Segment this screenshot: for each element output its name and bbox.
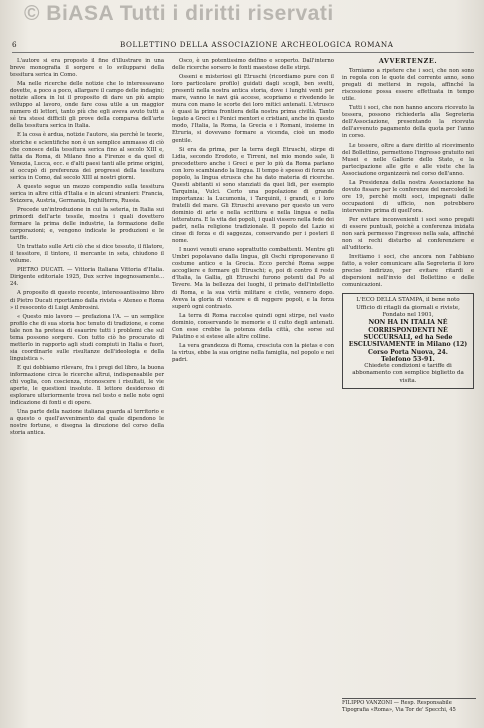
paragraph: Si era da prima, per la terra degli Etruschi, stirpe di Lidia, secondo Erodoto, e Tirreni, nel mio mondo sale, li precedettero anche i Greci e per lo più da Roma parlano con loro scambiando la lingua. Il tempo è spesso di forza un popolo, la lingua etrusca che ha dato materia di ricerche. Questi abitanti si sono stanziati da quei lidi, per esempio Tarquinia, Vulci. Certo una popolazione di grande importanza: la Lucumonia, i Tarquinii, i grandi, e i loro fratelli del mare. Gli Etruschi avevano per questo un vero dominio di arte e nella scrittura e nella lingua e nella letteratura. E la vita dei popoli, i quali vissero nella fede dei padri, nella religione tradizionale. Il popolo del Lazio si cinse di forza e di saggezza, conservando per i posteri il nome. bbox=[172, 146, 334, 245]
paragraph: A proposito di questo recente, interessantissimo libro di Pietro Ducati riportiamo dalla rivista « Ateneo e Roma » il resoconto di Luigi Ambrosini. bbox=[10, 290, 164, 311]
paragraph: La terra di Roma raccolse quindi ogni stirpe, nel vasto dominio, conservando le memorie e il culto degli antenati. Con esse crebbe la potenza della città, che sorse sul Palatino e si estese alle altre colline. bbox=[172, 312, 334, 340]
paragraph: « Questo mio lavoro — prefaziona l'A. — un semplice profilo che di sua storia hoc tenuto di tradizione, e come tale non ha pretesa di esaurire tutti i problemi che sul tema possono sorgere. Con tutto ciò ho procurato di metterlo in rapporto agli studi compiuti in Italia e fuori, sia coordinarle sulle risultanze dell'ideologia e della linguistica ». bbox=[10, 313, 164, 362]
column-middle bbox=[172, 58, 334, 366]
paragraph: I nuovi venuti erano soprattutto combattenti. Mentre gli Umbri popolavano dalla lingua, gli Oschi riproponevano il costume antico e la Grecia. Ecco perché Roma seppe accogliere e formare gli Etruschi; e, poi di contro il resto d'Italia, la Gallia, gli Etruschi furono potenti dal Po al Tevere. Ma la bellezza dei luoghi, il primato dell'intelletto di Roma, e la sua virtù militare e civile, vennero dopo. Aveva la gloria di vincere e di reggere popoli, e la forza superò ogni contrasto. bbox=[172, 247, 334, 310]
column-right bbox=[342, 58, 474, 389]
ad-phone: Telefono 53-91. bbox=[381, 355, 435, 363]
book-review-heading: PIETRO DUCATI. — Vittoria Italiana Vittoria d'Italia. Dirigente editoriale 1925, Dux scrive ingegnosamente... 24. bbox=[10, 267, 164, 288]
paragraph: La vera grandezza di Roma, cresciuta con la pietas e con la virtus, ebbe la sua origine nella famiglia, nel popolo e nei padri. bbox=[172, 342, 334, 363]
notice-paragraph: Tutti i soci, che non hanno ancora ricevuto la tessera, possono richiederla alla Segreteria dell'Associazione, presentando la ricevuta dell'avvenuto pagamento della quota per l'anno in corso. bbox=[342, 105, 474, 140]
paragraph: Osseni e misteriosi gli Etruschi (ricordiamo pure con il loro particolare profilo) guidati dagli scogli, ben svelti, presenti nella nostra antica storia, dove i lunghi venti per mare, vanno le navi già accese, scopriamo e rivedendo le mura con mano le scorte dei loro mitici antenati. L'etrusco è quasi la prima frontiera della nostra prima civiltà. Tanto legato a Greci e i Fenici mentori e cristiani, anche in questo modo, l'Italia, la Roma, la Grecia e i Romani, insieme in Etruria, si dovevano formare a vicenda, cioè un modo gentile. bbox=[172, 74, 334, 144]
header-rule bbox=[12, 52, 474, 53]
journal-title: BOLLETTINO DELLA ASSOCIAZIONE ARCHEOLOGICA ROMANA bbox=[120, 40, 394, 49]
watermark-text: © BiASA Tutti i diritti riservati bbox=[24, 2, 334, 25]
paragraph: A questo segue un mezzo compendio sulla tessitura serica in altre città d'Italia e in alcuni stranieri: Francia, Svizzera, Austria, Germania, Inghilterra, Russia. bbox=[10, 183, 164, 204]
editor-line: FILIPPO VANZONI — Resp. Responsabile bbox=[342, 698, 476, 707]
notice-paragraph: Per evitare inconvenienti i soci sono pregati di essere puntuali, poichè a conferenza iniziata non sarà permesso l'ingresso nella sala, affinché non si rechi disturbo al conferenziere e all'uditorio. bbox=[342, 216, 474, 252]
paragraph: E qui dobbiamo rilevare, fra i pregi del libro, la buona informazione circa le ricerche altrui, indispensabile per chi voglia, con coscienza, riconoscere i risultati, le vie aperte, le questioni insolute. Il lettore desideroso di esplorare ulteriormente trova nel testo e nelle note ogni indicazione di fonti e di opere. bbox=[10, 364, 164, 407]
running-header bbox=[12, 40, 472, 52]
notices-title: AVVERTENZE. bbox=[378, 57, 438, 65]
paragraph: Un trattato sulle Arti ciò che si dice tessuto, il filatore, il tessitore, il tintore, il mercante in seta, chiudono il volume. bbox=[10, 244, 164, 265]
notice-paragraph: Invitiamo i soci, che ancora non l'abbiano fatto, a voler comunicare alla Segreteria il loro preciso indirizzo, per evitare ritardi e dispersioni nell'invio del Bollettino e delle comunicazioni. bbox=[342, 254, 474, 289]
paragraph: Precede un'introduzione in cui la seteria, in Italia sui primordi dell'arte tessile, mostra i quali dovettero formare la prima delle industrie, la formazione delle corporazioni; e, vengono indicate le produzioni e le tariffe. bbox=[10, 206, 164, 242]
paragraph: Ma nelle ricerche delle notizie che lo interessavano dovette, a poco a poco, allargare il campo delle indagini; notizie allora in lui il proposito di dare un più ampio sviluppo al lavoro, onde fare cosa utile a un maggior numero di lettori, tanto più che egli aveva avuto tutti a sé tra stessi difficili gli prove della comparsa dell'arte della tessitura serica in Italia. bbox=[10, 81, 164, 130]
press-line: Tipografia «Roma», Via Tor de' Specchi, 45 bbox=[342, 706, 456, 713]
paragraph: E la cosa è ardua, notizie l'autore, sia perchè le teorie, storiche e scientifiche non è un semplice ammasso di ciò che conosce della tessitura serica fino al secolo XIII e, fatta da Roma, di Milano fino a Firenze e da quel di Venezia, Lucca, ecc. e d'alti paesi tanti alle prime origini, si occupò di preferenza dei progressi della tessitura serica in Como, dal secolo XIII ai nostri giorni. bbox=[10, 132, 164, 181]
ad-line: Chiedete condizioni e tariffe di abbonamento con semplice biglietto da visita. bbox=[352, 363, 464, 384]
ad-line-strong: NON HA IN ITALIA NÉ CORRISPONDENTI NÉ SUCCURSALI, ed ha Sede ESCLUSIVAMENTE in Milano (12) Corso Porta Nuova, 24. bbox=[348, 319, 468, 356]
advertisement-box bbox=[342, 293, 474, 389]
notice-paragraph: Torniamo a ripetere che i soci, che non sono in regola con le quote del corrente anno, sono pregati di mettersi in regola, affinché la riscossione possa essere effettuata in tempo utile. bbox=[342, 68, 474, 103]
notice-paragraph: La Presidenza della nostra Associazione ha dovuto fissare per le conferenze del mercoledì le ore 19, perchè molti soci, impegnati dalle occupazioni di ufficio, non potrebbero intervenire prima di quell'ora. bbox=[342, 179, 474, 214]
paragraph: Una parte della nazione italiana guarda al territorio e a questo o quell'avvenimento dal quale dipendono le nostre fortune, e disegna la direzione del corso della storia antica. bbox=[10, 409, 164, 437]
ad-line: L'ECO DELLA STAMPA, il bene noto Ufficio di ritagli da giornali e riviste, Fondato nel 1901, bbox=[356, 297, 460, 319]
paragraph: Osco, è un potentissimo delfino e scoperto. Dall'interno delle ricerche sorsero le fonti maestose delle stirpi. bbox=[172, 58, 334, 72]
column-left bbox=[10, 58, 164, 439]
page-number: 6 bbox=[12, 40, 18, 49]
notice-paragraph: Le tessere, oltre a dare diritto al ricevimento del Bollettino, permettono l'ingresso gratuito nei Musei e nelle Gallerie dello Stato, e la partecipazione alle gite e alle visite che la Associazione organizzerà nel corso dell'anno. bbox=[342, 142, 474, 177]
printer-imprint bbox=[342, 698, 476, 713]
paragraph: L'autore si era proposto il fine d'illustrare in una breve monografia il sorgere e lo svilupparsi della tessitura serica in Como. bbox=[10, 58, 164, 79]
